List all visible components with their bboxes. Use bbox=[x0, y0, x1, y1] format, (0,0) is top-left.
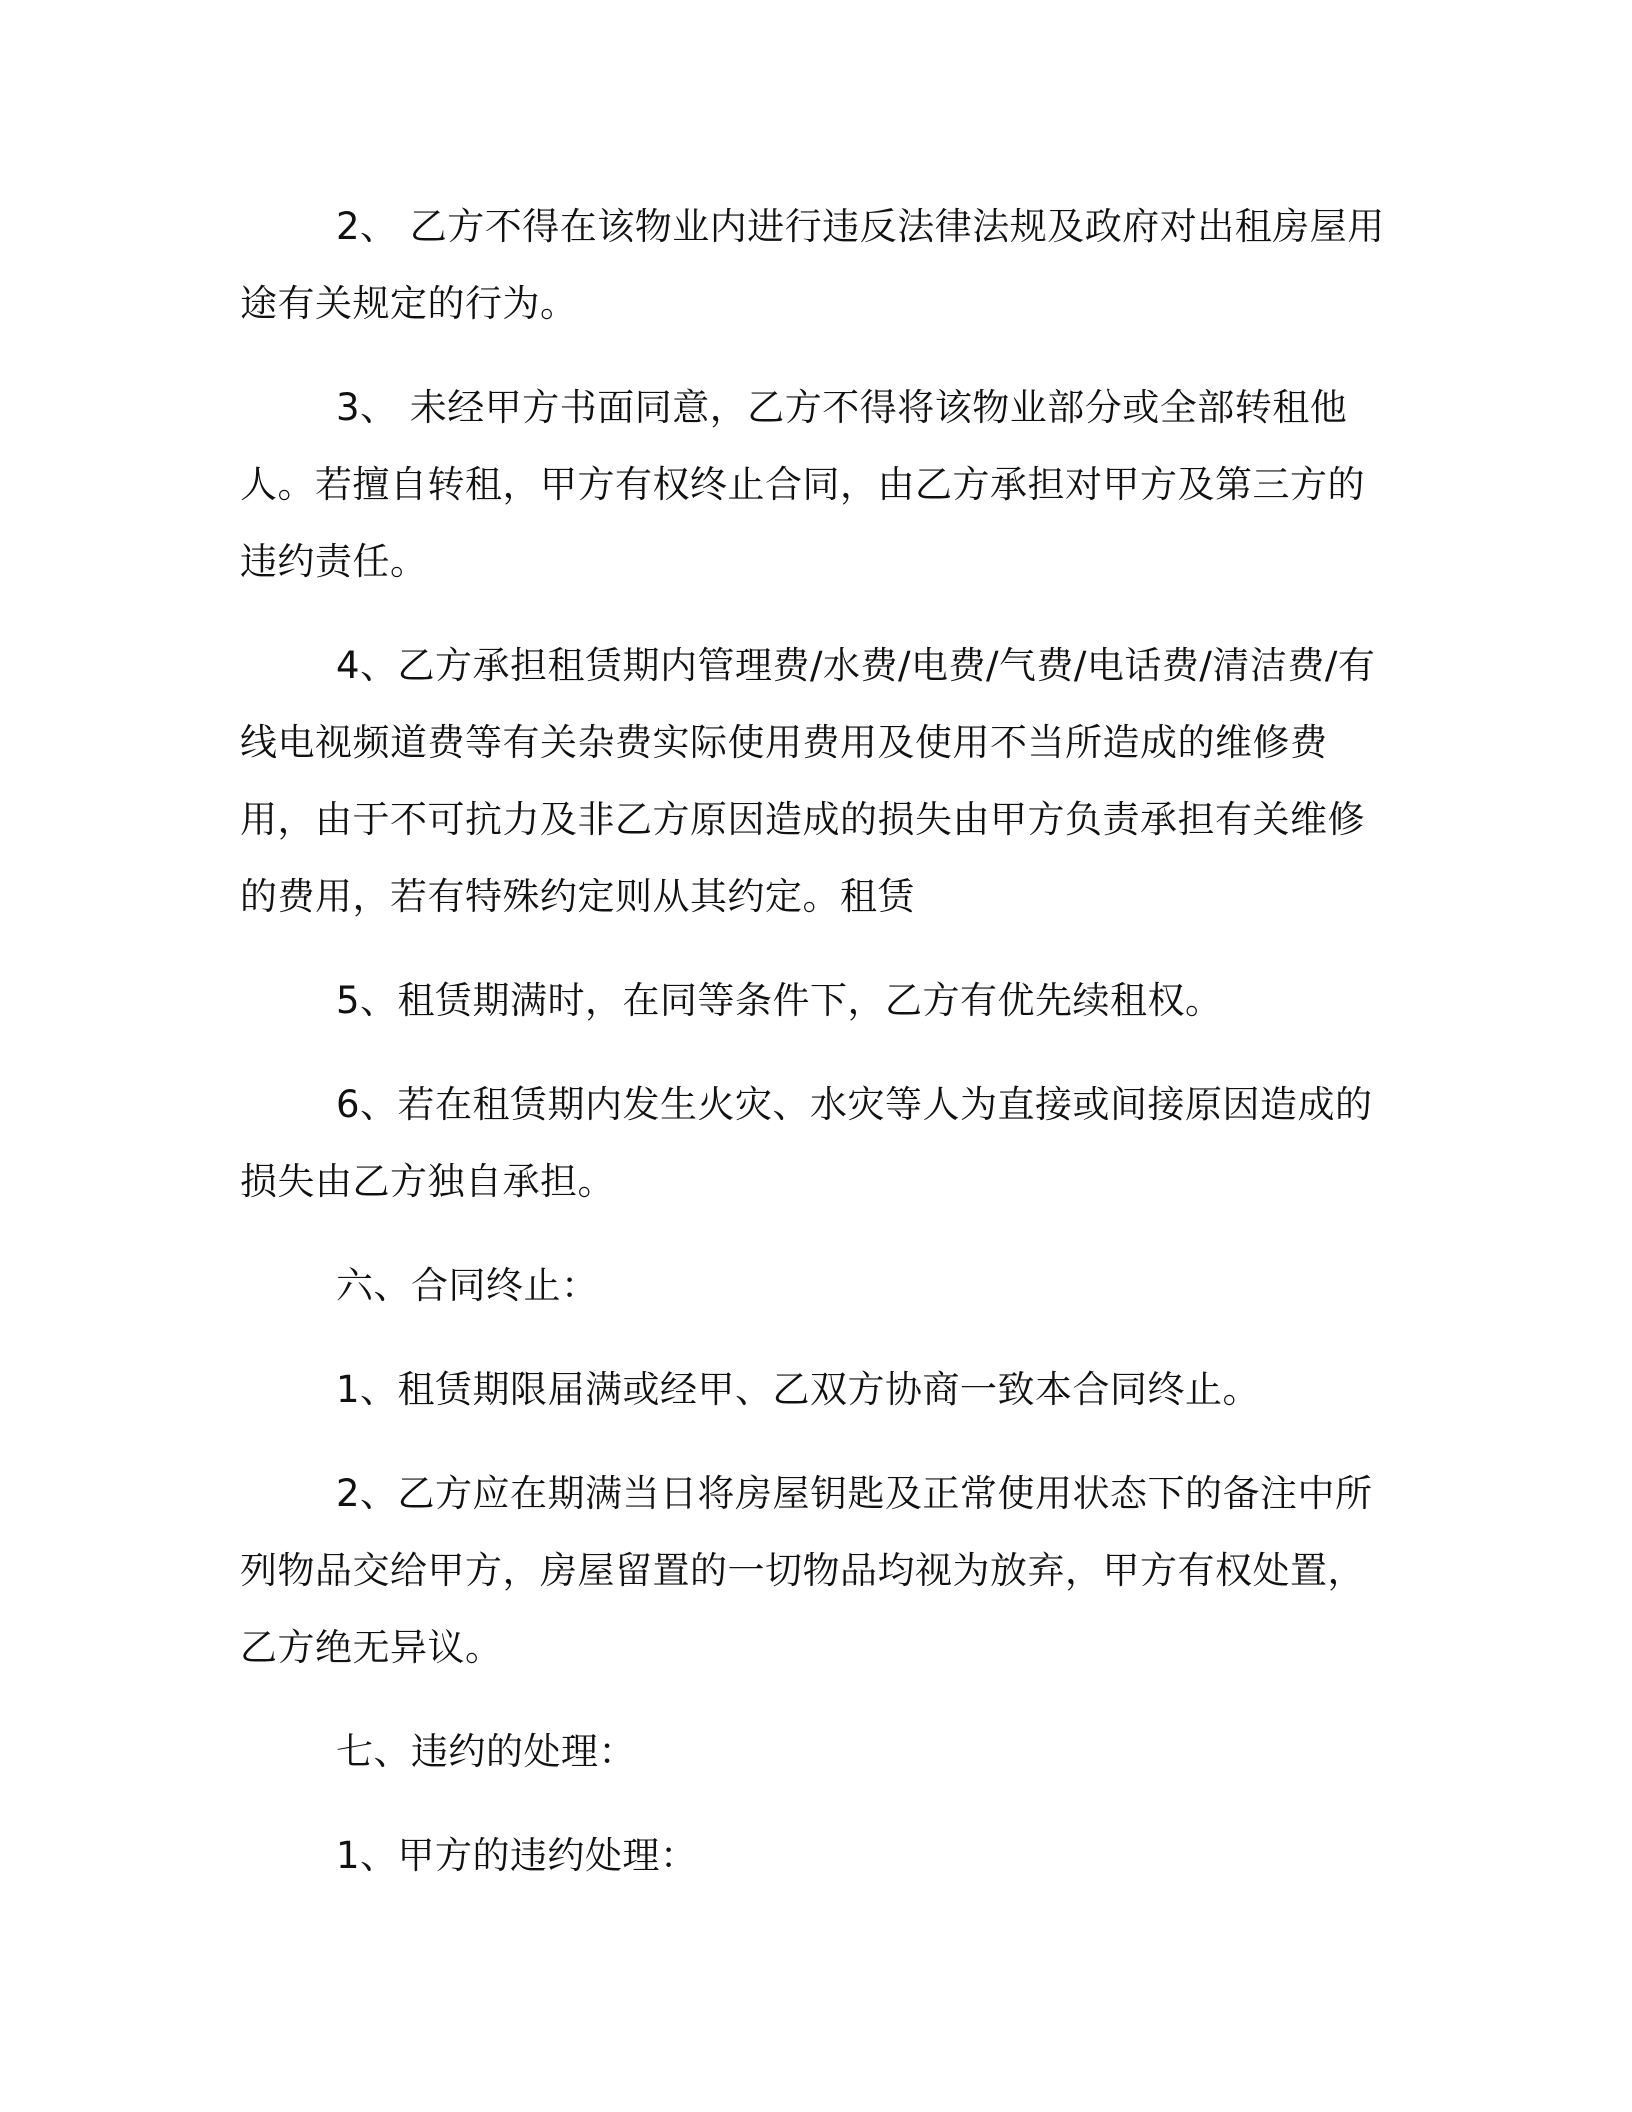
clause-5-renewal-priority: 5、租赁期满时，在同等条件下，乙方有优先续租权。 bbox=[336, 979, 1223, 1022]
clause-4-fees: 4、乙方承担租赁期内管理费/水费/电费/气费/电话费/清洁费/有线电视频道费等有关杂费实际使用费用及使用不当所造成的维修费用，由于不可抗力及非乙方原因造成的损失由甲方负责承担有关维修的费用，若有特殊约定则从其约定。租赁 bbox=[240, 644, 1376, 918]
document-body bbox=[240, 188, 1400, 1921]
clause-2-lawful-use: 2、 乙方不得在该物业内进行违反法律法规及政府对出租房屋用途有关规定的行为。 bbox=[240, 205, 1385, 325]
termination-clause-2: 2、乙方应在期满当日将房屋钥匙及正常使用状态下的备注中所列物品交给甲方，房屋留置的一切物品均视为放弃，甲方有权处置，乙方绝无异议。 bbox=[240, 1472, 1373, 1669]
clause-3-no-sublease: 3、 未经甲方书面同意，乙方不得将该物业部分或全部转租他人。若擅自转租，甲方有权终止合同，由乙方承担对甲方及第三方的违约责任。 bbox=[240, 386, 1365, 583]
termination-clause-1: 1、租赁期限届满或经甲、乙双方协商一致本合同终止。 bbox=[336, 1368, 1261, 1411]
clause-6-loss-liability: 6、若在租赁期内发生火灾、水灾等人为直接或间接原因造成的损失由乙方独自承担。 bbox=[240, 1083, 1373, 1203]
breach-clause-1: 1、甲方的违约处理： bbox=[336, 1834, 698, 1877]
section-heading-termination: 六、合同终止： bbox=[336, 1264, 599, 1307]
section-heading-breach: 七、违约的处理： bbox=[336, 1730, 636, 1773]
